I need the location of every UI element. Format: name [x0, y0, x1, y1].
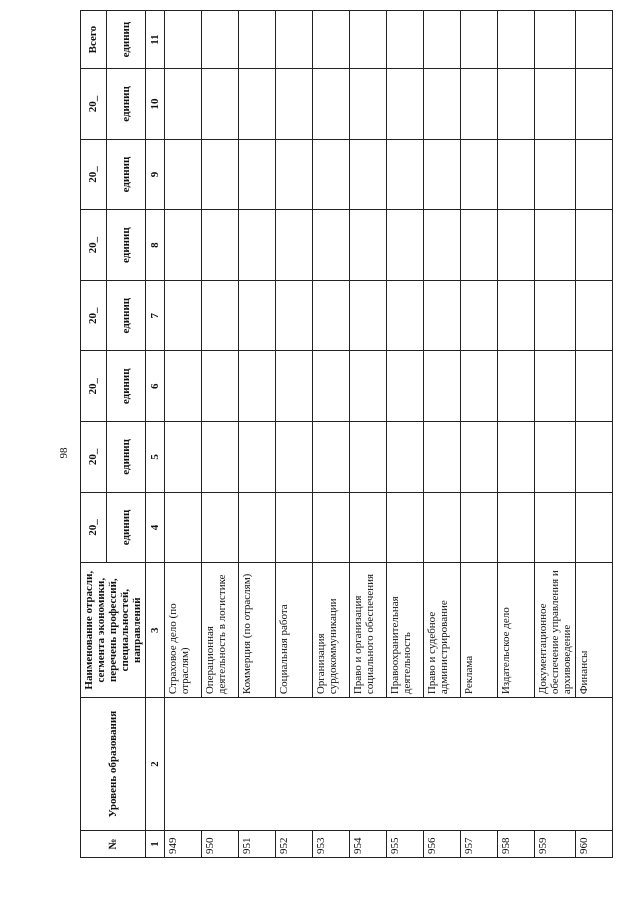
- value-cell: [498, 210, 535, 281]
- value-cell: [461, 351, 498, 422]
- value-cell: [350, 492, 387, 563]
- row-name: Документационное обеспечение управления и архивоведение: [535, 563, 576, 698]
- value-cell: [387, 69, 424, 140]
- row-number: 960: [576, 831, 613, 858]
- row-number: 949: [165, 831, 202, 858]
- table-row: [165, 11, 202, 858]
- col-index: 7: [146, 280, 165, 351]
- value-cell: [498, 351, 535, 422]
- row-number: 950: [202, 831, 239, 858]
- value-cell: [350, 139, 387, 210]
- value-cell: [165, 210, 202, 281]
- value-cell: [276, 351, 313, 422]
- value-cell: [350, 422, 387, 493]
- header-unit: единиц: [106, 11, 145, 69]
- value-cell: [350, 11, 387, 69]
- row-number: 958: [498, 831, 535, 858]
- header-year: 20_: [81, 139, 107, 210]
- header-year: 20_: [81, 210, 107, 281]
- value-cell: [424, 351, 461, 422]
- header-year: 20_: [81, 492, 107, 563]
- value-cell: [576, 139, 613, 210]
- value-cell: [165, 69, 202, 140]
- value-cell: [276, 280, 313, 351]
- value-cell: [498, 69, 535, 140]
- education-table: [80, 10, 613, 858]
- value-cell: [576, 351, 613, 422]
- row-name: Издательское дело: [498, 563, 535, 698]
- value-cell: [535, 492, 576, 563]
- value-cell: [165, 351, 202, 422]
- value-cell: [276, 492, 313, 563]
- value-cell: [202, 69, 239, 140]
- value-cell: [387, 139, 424, 210]
- value-cell: [165, 492, 202, 563]
- value-cell: [350, 69, 387, 140]
- header-year: 20_: [81, 351, 107, 422]
- value-cell: [535, 210, 576, 281]
- value-cell: [498, 11, 535, 69]
- row-number: 951: [239, 831, 276, 858]
- row-name: Реклама: [461, 563, 498, 698]
- row-name: Правоохранительная деятельность: [387, 563, 424, 698]
- value-cell: [535, 351, 576, 422]
- value-cell: [387, 280, 424, 351]
- value-cell: [202, 11, 239, 69]
- col-index: 10: [146, 69, 165, 140]
- value-cell: [424, 492, 461, 563]
- value-cell: [313, 11, 350, 69]
- value-cell: [461, 280, 498, 351]
- row-number: 954: [350, 831, 387, 858]
- value-cell: [576, 492, 613, 563]
- value-cell: [313, 492, 350, 563]
- value-cell: [350, 210, 387, 281]
- value-cell: [424, 422, 461, 493]
- value-cell: [276, 139, 313, 210]
- value-cell: [535, 422, 576, 493]
- row-name: Страховое дело (по отраслям): [165, 563, 202, 698]
- value-cell: [202, 139, 239, 210]
- value-cell: [239, 351, 276, 422]
- value-cell: [239, 492, 276, 563]
- value-cell: [239, 210, 276, 281]
- value-cell: [387, 11, 424, 69]
- header-unit: единиц: [106, 492, 145, 563]
- value-cell: [313, 69, 350, 140]
- row-name: Коммерция (по отраслям): [239, 563, 276, 698]
- value-cell: [498, 492, 535, 563]
- value-cell: [387, 492, 424, 563]
- value-cell: [165, 422, 202, 493]
- value-cell: [202, 422, 239, 493]
- value-cell: [202, 280, 239, 351]
- value-cell: [313, 280, 350, 351]
- row-name: Социальная работа: [276, 563, 313, 698]
- col-index: 3: [146, 563, 165, 698]
- value-cell: [498, 280, 535, 351]
- value-cell: [239, 69, 276, 140]
- level-cell: [165, 698, 613, 831]
- value-cell: [576, 11, 613, 69]
- value-cell: [535, 280, 576, 351]
- value-cell: [276, 210, 313, 281]
- value-cell: [202, 492, 239, 563]
- col-index: 6: [146, 351, 165, 422]
- value-cell: [313, 210, 350, 281]
- value-cell: [350, 351, 387, 422]
- value-cell: [350, 280, 387, 351]
- row-number: 952: [276, 831, 313, 858]
- col-index: 4: [146, 492, 165, 563]
- row-number: 955: [387, 831, 424, 858]
- value-cell: [424, 280, 461, 351]
- value-cell: [313, 139, 350, 210]
- value-cell: [461, 422, 498, 493]
- header-name: Наименование отрасли, сегмента экономики, перечень профессий, специальностей, направлений: [81, 563, 146, 698]
- value-cell: [202, 351, 239, 422]
- value-cell: [276, 69, 313, 140]
- value-cell: [239, 11, 276, 69]
- row-number: 956: [424, 831, 461, 858]
- table-body: [165, 11, 613, 858]
- value-cell: [165, 11, 202, 69]
- header-year: 20_: [81, 69, 107, 140]
- value-cell: [202, 210, 239, 281]
- value-cell: [387, 210, 424, 281]
- page-number: 98: [58, 447, 70, 459]
- col-index: 11: [146, 11, 165, 69]
- row-name: Организация сурдокоммуникации: [313, 563, 350, 698]
- row-number: 957: [461, 831, 498, 858]
- value-cell: [239, 139, 276, 210]
- header-unit: единиц: [106, 351, 145, 422]
- value-cell: [576, 422, 613, 493]
- value-cell: [313, 422, 350, 493]
- value-cell: [576, 210, 613, 281]
- header-unit: единиц: [106, 139, 145, 210]
- value-cell: [535, 11, 576, 69]
- value-cell: [276, 11, 313, 69]
- value-cell: [239, 280, 276, 351]
- value-cell: [424, 139, 461, 210]
- value-cell: [387, 422, 424, 493]
- row-name: Финансы: [576, 563, 613, 698]
- value-cell: [165, 139, 202, 210]
- value-cell: [276, 422, 313, 493]
- header-unit: единиц: [106, 280, 145, 351]
- value-cell: [165, 280, 202, 351]
- value-cell: [461, 210, 498, 281]
- header-unit: единиц: [106, 210, 145, 281]
- value-cell: [424, 11, 461, 69]
- rotated-table-container: [80, 10, 614, 858]
- header-num: №: [81, 831, 146, 858]
- row-name: Операционная деятельность в логистике: [202, 563, 239, 698]
- header-year: 20_: [81, 280, 107, 351]
- col-index: 1: [146, 831, 165, 858]
- row-number: 953: [313, 831, 350, 858]
- col-index: 9: [146, 139, 165, 210]
- value-cell: [313, 351, 350, 422]
- value-cell: [576, 280, 613, 351]
- row-number: 959: [535, 831, 576, 858]
- value-cell: [498, 422, 535, 493]
- header-row-years: [81, 11, 107, 858]
- col-index: 8: [146, 210, 165, 281]
- value-cell: [461, 492, 498, 563]
- col-index: 2: [146, 698, 165, 831]
- col-index: 5: [146, 422, 165, 493]
- value-cell: [535, 69, 576, 140]
- header-unit: единиц: [106, 69, 145, 140]
- header-row-indices: [146, 11, 165, 858]
- value-cell: [535, 139, 576, 210]
- row-name: Право и судебное администрирование: [424, 563, 461, 698]
- value-cell: [461, 11, 498, 69]
- value-cell: [424, 210, 461, 281]
- value-cell: [576, 69, 613, 140]
- value-cell: [424, 69, 461, 140]
- header-year: 20_: [81, 422, 107, 493]
- value-cell: [498, 139, 535, 210]
- header-total: Всего: [81, 11, 107, 69]
- value-cell: [461, 139, 498, 210]
- header-unit: единиц: [106, 422, 145, 493]
- value-cell: [387, 351, 424, 422]
- value-cell: [239, 422, 276, 493]
- value-cell: [461, 69, 498, 140]
- header-level: Уровень образования: [81, 698, 146, 831]
- row-name: Право и организация социального обеспечения: [350, 563, 387, 698]
